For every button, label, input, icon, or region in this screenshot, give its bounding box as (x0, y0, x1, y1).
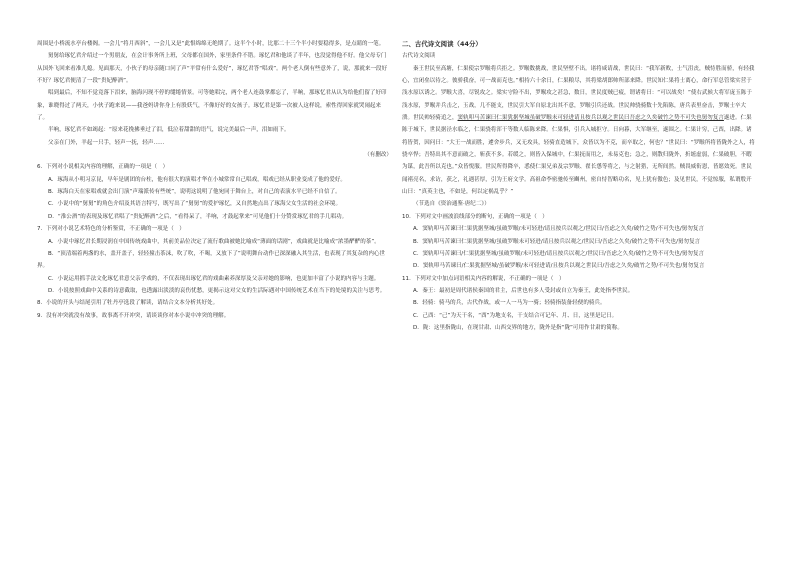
question-11: 11．下列对文中加点词语相关内容的解说，不正确的一项是（ ） (402, 275, 565, 282)
section-title: 二、古代诗文阅读（44分） (402, 40, 482, 48)
option-10c: C．窦轨叩马苦谏曰/仁果犹据坚城/虽破罗睺/未可轻进/请且按兵以观之/世民曰/吾虑之久矣/破竹之势不可失也/舅勿复言 (413, 250, 705, 257)
option-6a: A．琢海从小明习京昆，早年是剧团的台柱，他有很大的演唱才华在小城常常自己唱戏，唱戏已经从职业变成了他的爱好。 (48, 176, 346, 183)
classical-text-part: 秦王世民至高塘，仁果使宗罗睺将兵拒之。罗睺数挑战，世民坚壁不出。诸将咸请战，世民曰：“我军新败，士气沮丧，贼恃胜而骄，有轻我心，宜闭垒以待之。彼骄我奋，可一战而克也。”相持六十余日，仁果粮尽，其将梁胡郎帅所部来降。世民知仁果将士离心，命行军总管梁实营于浅水原以诱之。罗睺大喜，尽锐攻之。梁实守险不出，罗睺攻之甚急，数日，世民度贼已疲，谓诸将曰：“可以战矣！”使右武候大将军庞玉陈于浅水原，罗睺并兵击之，玉战，几不能支，世民引大军自原北出其不意，罗睺引兵还战。世民帅骁骑数十先陷陈，唐兵表里奋击，罗睺士卒大溃。世民帅轻骑追之， (402, 65, 755, 122)
option-10a: A．窦轨叩马苦谏曰仁果犹据坚城/虽破罗睺/未可轻进/请且按兵以观之/世民曰/吾虑之久矣/破竹之势/不可失也/舅勿复言 (413, 226, 704, 233)
option-11d: D．陇：这里指陇山，在现甘肃、山西交界的地方，陇外是指“陇”可用作甘肃的简称。 (413, 324, 623, 331)
story-paragraph: 周围是小桥流水亭台楼阁。一会儿“将月西斜”，一会儿又是“此恨绵绵无绝期了。这半个小时，比那二十三个半小时要稳得多，是点睛的一笔。 (37, 41, 385, 47)
question-9: 9．没有冲突就没有故事，故事离不开冲突，请谈谈你对本小说中冲突的理解。 (37, 312, 230, 319)
option-6c: C．小说中的“舅舅”的角色介绍及其语言特写，既写出了“舅舅”的爱护琢忆，又自然地点出了琢海父女生活的社会环境。 (48, 201, 341, 208)
wavy-underlined-passage: 窦轨叩马苦谏曰仁果犹据坚城虽破罗睺未可轻进请且按兵以观之世民曰吾虑之久矣破竹之势不可失也舅勿复言 (457, 115, 724, 122)
subsection-title: 古代诗文阅读 (402, 53, 436, 60)
classical-text-part: 遂进。仁果陈于城下，世民据泾水临之，仁果骁将浑干等数人临陈来降。仁果惧，引兵入城拒守。日向暮，大军继至，遂围之。仁果计穷，己酉，出降。诸将皆贺，因问曰：“大王一战而胜，遽舍步兵，又无攻具，轻骑直造城下，众皆以为不克，而卒取之，何也？”世民曰：“罗睺所将皆陇外之人，将骁卒悍；吾特出其不意而破之，斩获不多。若缓之，则皆入保城中，仁果抚而用之，未易克也；急之，则散归陇外，折墌虚弱，仁果破胆，不暇为谋，此吾所以克也。”众皆悦服。世民所得降卒，悉使仁果兄弟及宗罗睺、翟长愻等将之，与之射猎，无所间然。贼畏威衔恩，皆愿效死。世民闻褚亮名，求访，获之，礼遇甚厚，引为王府文学。高祖命李密驰传至豳州，密自恃智略功名，见上犹有傲色；及见世民，不觉惊服，私谓殷开山曰：“真英主也，不如是，何以定祸乱乎？” (402, 115, 755, 196)
story-paragraph: 半响，琢忆君不如竭起：“原来花挽拂垂过了泪，低泣着甜甜的语气，说完美最后一声，泪如雨下。 (48, 127, 290, 134)
option-10d: D．窦轨叩马苦谏曰/仁果犹据坚城/虽破罗睺/未可轻进请/且按兵以观之世民曰/吾虑之久矣/破竹之势/不可失也/舅勿复言 (413, 263, 705, 270)
question-8: 8．小说的开头与结尾引用了牡丹亭选段了解读，请结合文本分析其好处。 (37, 300, 219, 307)
option-7b: B．“顶清端着两盏的水，盖开盖子，轻轻撞击茶沫，吹了吹，不喝，又放下了”说明舞台动作已深深融入其生活，也表现了其复杂的内心世界。 (37, 250, 386, 270)
option-11b: B．轻骑：骑马的兵，古代作战，或一人一马为一骑；轻骑指装备轻便的骑兵。 (413, 300, 606, 307)
question-10: 10．下列对文中画波浪线部分的断句，正确的一项是（ ） (402, 213, 548, 220)
option-11c: C．己酉：“己”为天干名，“酉”为地支名，干支结合可记年、月、日，这里是记日。 (413, 312, 618, 319)
question-7: 7．下列对小说艺术特色的分析鉴赏，不正确的一项是（ ） (37, 226, 185, 233)
classical-text (402, 63, 756, 199)
option-7c: C．小说运用抓手法文化琢忆君意父亲学戏的，不仅表现出琢忆君的戏曲素养深厚及父亲对她的影响，也更加丰富了小说的内容与主题。 (48, 275, 380, 282)
option-7d: D．小说按照戏曲中关系的诗意截取，也透露出淡淡的哀伤忧愁，更揭示这对父女的生活际遇对中国传统艺术在当下的处境的关注与思考。 (48, 287, 386, 294)
option-7a: A．小说中琢忆君长期浸润在中国传统戏曲中，其前美品位决定了流行歌曲被她比喻成“薄面的话剧”，戏曲就是比喻成“浓墨酽酽的茶”。 (48, 238, 380, 245)
option-6b: B．琢海白天在家唱戏就会出门演“声瑞派传有些统”，说明这说明了他宛同于舞台上，对自己的表演水平已经不自信了。 (48, 189, 341, 196)
right-column (402, 38, 756, 334)
option-10b: B．窦轨叩马苦谏曰仁果犹据坚城/虽破罗睺未可轻进/请且按兵以观之/世民曰/吾虑之久矣/破竹之势不可失也/舅勿复言 (413, 238, 701, 245)
source-note: （节选自《资治通鉴·唐纪二》） (413, 201, 490, 208)
story-paragraph: 父亲在门外，羊起一只手，轻声一抚，轻声…… (48, 139, 165, 146)
option-6d: D．“淮公酒”的表现及琢忆君唱了“贵妃醉酒”之后，“看得呆了，半响，才鼓起掌来”可见他们十分赞赏琢忆君的手几唱功。 (48, 213, 348, 220)
left-column (37, 38, 392, 322)
option-11a: A．秦王：最初是周代诸侯秦国的君主，后世也有多人受封或自立为秦王，此处指李世民。 (413, 287, 634, 294)
question-6: 6．下列对小说相关内容的理解，正确的一项是（ ） (37, 164, 169, 171)
story-paragraph: 舅舅给琢忆君介绍过一个男朋友，在会计事务所上班，父母都在国外，家里条件不错。琢忆君和他谈了半年，也没觉得他不好。他父母专门从国外飞回来看准儿媳。见面那天，小伙子的母亲随口问了声“平常有什么爱好”，琢忆君答“唱戏”。两个老人倒有些意外了，说，那就来一段好不好？琢忆君便清了一段“贵妃醉酒”。 (37, 53, 388, 85)
story-paragraph: 唱到最后，不知不觉竟落下泪来，脑海闪现不停的缱绻情景。可等她唱完，两个老人连鼓掌都忘了，半晌，那琢忆君从认为给他们留了好印象，谁晓得过了两天，小伙子跑来说——我爸妈讲你身上有股妖气，不像好好的女孩子。琢忆君是第一次被人这样说，索性得回家就哭闹起来了。 (37, 90, 387, 122)
source-note: （有删改） (364, 152, 392, 159)
